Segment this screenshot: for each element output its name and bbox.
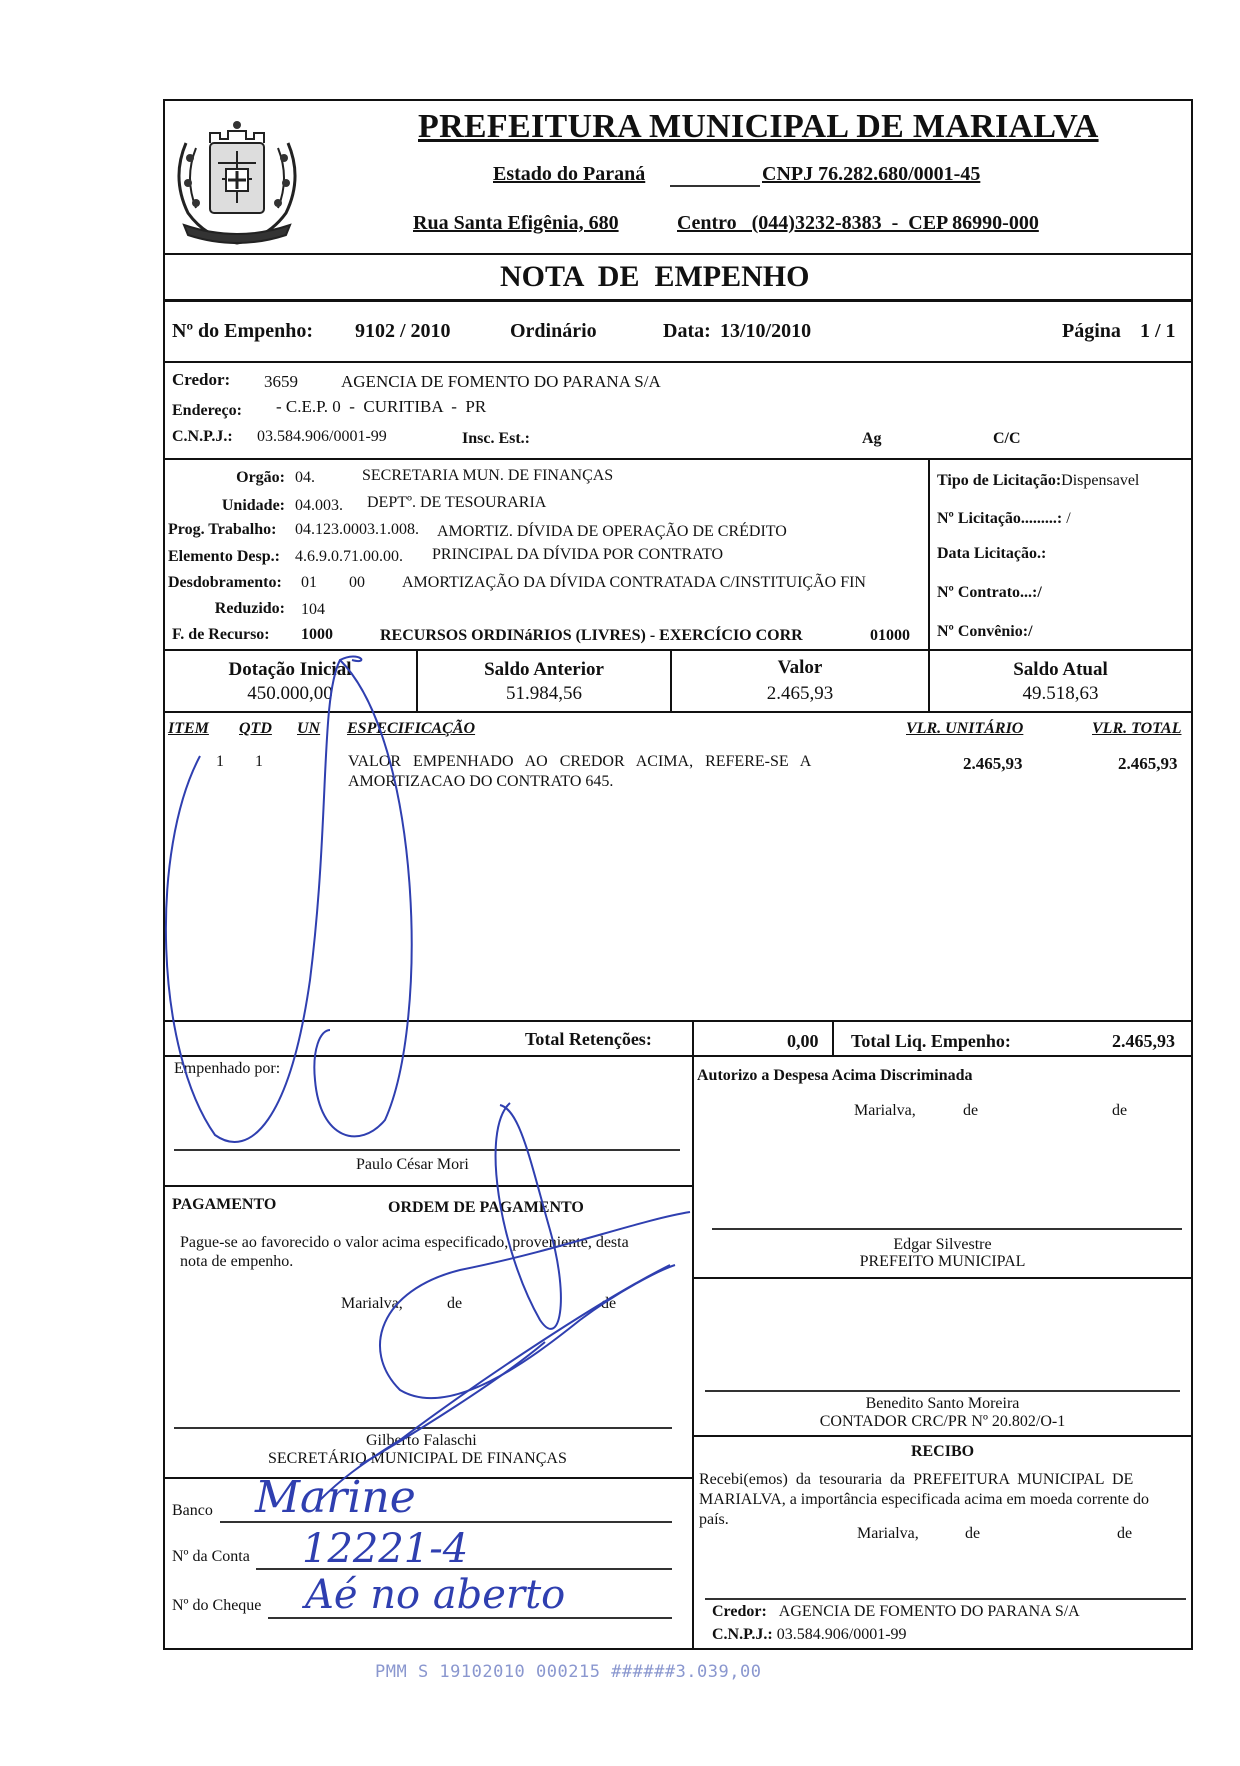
recibo-de-1: de: [965, 1525, 981, 1542]
autorizo-city: Marialva,: [854, 1102, 916, 1119]
autorizo-de-2: de: [1112, 1102, 1128, 1119]
empenho-type: Ordinário: [510, 320, 597, 342]
ordem-pagamento-title: ORDEM DE PAGAMENTO: [388, 1199, 584, 1216]
autorizo-de-1: de: [963, 1102, 979, 1119]
col-valor-total: VLR. TOTAL: [1092, 720, 1182, 737]
endereco-label: Endereço:: [172, 402, 242, 419]
desdobramento-a: 01: [301, 574, 317, 591]
endereco-value: - C.E.P. 0 - CURITIBA - PR: [276, 397, 487, 416]
elemento-label: Elemento Desp.:: [168, 548, 280, 565]
autorizo-signer: Edgar Silvestre: [893, 1236, 992, 1253]
col-valor-unitario: VLR. UNITÁRIO: [906, 720, 1024, 737]
municipality-title: PREFEITURA MUNICIPAL DE MARIALVA: [418, 108, 1099, 145]
empenho-number-value: 9102 / 2010: [355, 320, 451, 342]
pagamento-de-1: de: [447, 1295, 463, 1312]
dotacao-inicial-value: 450.000,00: [247, 683, 333, 704]
elemento-name: PRINCIPAL DA DÍVIDA POR CONTRATO: [432, 546, 724, 563]
desdobramento-b: 00: [349, 574, 365, 591]
tipo-licitacao-value: Dispensavel: [1061, 472, 1140, 489]
empenhado-signer: Paulo César Mori: [356, 1156, 469, 1173]
cheque-handwritten: Aé no aberto: [305, 1572, 566, 1618]
date-value: 13/10/2010: [720, 320, 812, 342]
row-spec-line1: VALOR EMPENHADO AO CREDOR ACIMA, REFERE-SE A: [348, 753, 812, 770]
recibo-title: RECIBO: [910, 1443, 975, 1460]
street-address: Rua Santa Efigênia, 680: [413, 212, 619, 234]
saldo-anterior-value: 51.984,56: [506, 683, 582, 704]
credor-code: 3659: [264, 372, 298, 391]
dotacao-inicial-label: Dotação Inicial: [228, 659, 352, 680]
numero-licitacao-value: /: [1066, 510, 1071, 527]
unidade-code: 04.003.: [295, 497, 343, 514]
contrato-label: Nº Contrato...:/: [937, 584, 1042, 601]
contact-info: Centro (044)3232-8383 - CEP 86990-000: [677, 212, 1039, 234]
prog-trabalho-label: Prog. Trabalho:: [168, 521, 277, 538]
recibo-credor-value: AGENCIA DE FOMENTO DO PARANA S/A: [778, 1603, 1080, 1620]
data-licitacao-label: Data Licitação.:: [937, 545, 1047, 562]
empenho-number-label: Nº do Empenho:: [172, 320, 314, 342]
cnpj-credor-value: 03.584.906/0001-99: [257, 428, 387, 445]
document-title: NOTA DE EMPENHO: [500, 260, 810, 293]
credor-name: AGENCIA DE FOMENTO DO PARANA S/A: [341, 372, 661, 391]
unidade-label: Unidade:: [221, 497, 285, 514]
row-item: 1: [216, 753, 224, 770]
date-label: Data:: [663, 320, 711, 342]
saldo-anterior-label: Saldo Anterior: [484, 659, 604, 680]
reduzido-label: Reduzido:: [214, 600, 285, 617]
saldo-atual-value: 49.518,63: [1022, 683, 1099, 704]
recibo-credor-label: Credor:: [712, 1603, 767, 1620]
col-item: ITEM: [168, 720, 209, 737]
cnpj-credor-label: C.N.P.J.:: [172, 428, 233, 445]
recibo-cnpj-value: 03.584.906/0001-99: [776, 1626, 907, 1643]
credor-label: Credor:: [172, 370, 231, 389]
footer-stamp: PMM S 19102010 000215 ######3.039,00: [375, 1662, 762, 1682]
recibo-cnpj-label: C.N.P.J.:: [712, 1626, 773, 1643]
orgao-code: 04.: [295, 469, 315, 486]
elemento-code: 4.6.9.0.71.00.00.: [295, 548, 403, 565]
pagamento-role: SECRETÁRIO MUNICIPAL DE FINANÇAS: [268, 1450, 567, 1467]
pagamento-de-2: de: [601, 1295, 617, 1312]
recibo-text-3: país.: [699, 1511, 729, 1528]
orgao-label: Orgão:: [236, 469, 285, 486]
valor-value: 2.465,93: [766, 683, 834, 704]
cnpj-label: CNPJ 76.282.680/0001-45: [762, 163, 981, 185]
total-liquido-value: 2.465,93: [1112, 1031, 1175, 1051]
recibo-text-1: Recebi(emos) da tesouraria da PREFEITURA MUNICIPAL DE: [699, 1471, 1134, 1488]
row-valor-total: 2.465,93: [1118, 754, 1178, 773]
pagamento-text-1: Pague-se ao favorecido o valor acima especificado, proveniente, desta: [180, 1234, 629, 1251]
contador-role: CONTADOR CRC/PR Nº 20.802/O-1: [819, 1413, 1066, 1430]
insc-est-label: Insc. Est.:: [462, 430, 531, 447]
row-spec-line2: AMORTIZACAO DO CONTRATO 645.: [348, 773, 614, 790]
unidade-name: DEPTº. DE TESOURARIA: [367, 494, 547, 511]
contador-name: Benedito Santo Moreira: [865, 1395, 1020, 1412]
desdobramento-name: AMORTIZAÇÃO DA DÍVIDA CONTRATADA C/INSTITUIÇÃO FIN: [402, 574, 866, 591]
recibo-de-2: de: [1117, 1525, 1133, 1542]
col-especificacao: ESPECIFICAÇÃO: [347, 720, 476, 737]
fonte-recurso-label: F. de Recurso:: [172, 626, 270, 643]
valor-label: Valor: [777, 657, 823, 678]
conta-label: Nº da Conta: [172, 1548, 250, 1565]
row-valor-unitario: 2.465,93: [963, 754, 1023, 773]
prog-trabalho-code: 04.123.0003.1.008.: [295, 521, 419, 538]
row-qtd: 1: [255, 753, 263, 770]
total-retencoes-value: 0,00: [787, 1031, 819, 1051]
prog-trabalho-name: AMORTIZ. DÍVIDA DE OPERAÇÃO DE CRÉDITO: [437, 523, 787, 540]
empenhado-por-label: Empenhado por:: [174, 1060, 281, 1077]
banco-label: Banco: [172, 1502, 213, 1519]
convenio-label: Nº Convênio:/: [937, 623, 1033, 640]
cheque-label: Nº do Cheque: [172, 1597, 262, 1614]
page-label: Página: [1062, 320, 1121, 342]
pagamento-city: Marialva,: [341, 1295, 403, 1312]
total-liquido-label: Total Liq. Empenho:: [851, 1031, 1011, 1051]
col-un: UN: [297, 720, 321, 737]
conta-handwritten: 12221-4: [302, 1526, 469, 1572]
agencia-label: Ag: [862, 430, 882, 447]
recibo-text-2: MARIALVA, a importância especificada acima em moeda corrente do: [699, 1491, 1150, 1508]
recibo-city: Marialva,: [857, 1525, 919, 1542]
page-value: 1 / 1: [1140, 320, 1176, 342]
desdobramento-label: Desdobramento:: [168, 574, 282, 591]
total-retencoes-label: Total Retenções:: [525, 1029, 652, 1049]
pagamento-title: PAGAMENTO: [172, 1196, 277, 1213]
banco-handwritten: Marine: [255, 1472, 416, 1523]
conta-corrente-label: C/C: [993, 430, 1021, 447]
numero-licitacao-label: Nº Licitação.........:: [937, 510, 1063, 527]
autorizo-role: PREFEITO MUNICIPAL: [859, 1253, 1026, 1270]
saldo-atual-label: Saldo Atual: [1013, 659, 1108, 680]
fonte-recurso-number: 01000: [870, 627, 910, 644]
col-qtd: QTD: [239, 720, 272, 737]
pagamento-text-2: nota de empenho.: [180, 1253, 294, 1270]
orgao-name: SECRETARIA MUN. DE FINANÇAS: [362, 467, 614, 484]
autorizo-title: Autorizo a Despesa Acima Discriminada: [697, 1067, 973, 1084]
reduzido-value: 104: [301, 601, 325, 618]
state-label: Estado do Paraná: [493, 163, 646, 185]
pagamento-signer: Gilberto Falaschi: [366, 1432, 477, 1449]
fonte-recurso-code: 1000: [301, 626, 333, 643]
tipo-licitacao-label: Tipo de Licitação:: [937, 472, 1062, 489]
fonte-recurso-name: RECURSOS ORDINáRIOS (LIVRES) - EXERCÍCIO CORR: [380, 627, 803, 644]
